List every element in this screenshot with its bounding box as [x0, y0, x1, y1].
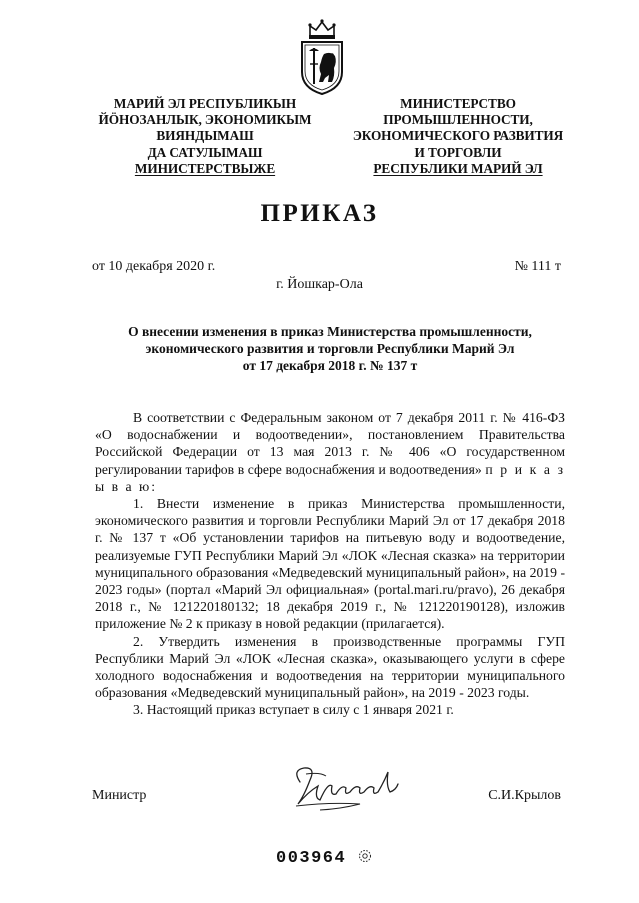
ministry-name-russian [333, 96, 583, 177]
header-right-line: РЕСПУБЛИКИ МАРИЙ ЭЛ [373, 160, 543, 176]
order-subject [95, 323, 565, 374]
header-right-line: ЭКОНОМИЧЕСКОГО РАЗВИТИЯ [352, 128, 564, 144]
preamble-text: В соответствии с Федеральным законом от 7 декабря 2011 г. № 416-ФЗ «О водоснабжении и водоотведении», постановлением Правительства Российской Федерации от 13 мая 2013 г. № 406 «О государственном регулировании тарифов в сфере водоснабжения и водоотведения» [95, 410, 565, 477]
header-right-line: ПРОМЫШЛЕННОСТИ, [383, 112, 533, 128]
document-title: ПРИКАЗ [260, 200, 379, 227]
header-right-line: МИНИСТЕРСТВО [400, 96, 516, 111]
subject-line: О внесении изменения в приказ Министерства промышленности, [128, 324, 532, 339]
header-left-line: ДА САТУЛЫМАШ [147, 144, 263, 160]
order-item-2: 2. Утвердить изменения в производственные программы ГУП Республики Марий Эл «ЛОК «Лесная сказка», оказывающего услуги в сфере холодного водоснабжения и водоотведения на территории муниципального образования «Медведевский муниципальный район», на 2019 - 2023 годы. [95, 633, 565, 701]
header-left-line: МАРИЙ ЭЛ РЕСПУБЛИКЫН [113, 96, 297, 111]
command-word: п р и к а з ы в а ю: [95, 461, 566, 494]
coat-of-arms-icon [297, 18, 347, 96]
handwritten-signature [290, 762, 410, 814]
order-number: № 111 т [514, 259, 561, 274]
order-item-1: 1. Внести изменение в приказ Министерства промышленности, экономического развития и торговли Республики Марий Эл от 17 декабря 2018 г. № 137 т «Об установлении тарифов на питьевую воду и водоотведение, реализуемые ГУП Республики Марий Эл «ЛОК «Лесная сказка» на территории муниципального образования «Медведевский муниципальный район», на 2019 - 2023 годы» (портал «Марий Эл официальная» (portal.mari.ru/pravo), 26 декабря 2018 г., № 121220180132; 18 декабря 2019 г., № 121220190128), изложив приложение № 2 к приказу в новой редакции (прилагается). [95, 496, 565, 632]
order-item-3: 3. Настоящий приказ вступает в силу с 1 января 2021 г. [133, 702, 454, 718]
ministry-name-mari [80, 96, 330, 177]
header-left-line: ВИЯНДЫМАШ [156, 128, 254, 144]
snowflake-mark-icon [357, 848, 373, 864]
preamble-paragraph [95, 409, 565, 495]
subject-line: экономического развития и торговли Республики Марий Эл [145, 341, 515, 356]
header-right-line: И ТОРГОВЛИ [414, 144, 502, 160]
order-body [95, 409, 565, 719]
serial-number: 003964 [276, 849, 347, 868]
order-date: от 10 декабря 2020 г. [92, 259, 216, 274]
signer-name: С.И.Крылов [488, 788, 561, 803]
order-city: г. Йошкар-Ола [276, 277, 363, 292]
subject-line: от 17 декабря 2018 г. № 137 т [242, 358, 418, 373]
header-left-line: ЙӦНОЗАНЛЫК, ЭКОНОМИКЫМ [98, 112, 312, 128]
header-left-line: МИНИСТЕРСТВЫЖЕ [134, 160, 276, 176]
signer-position: Министр [92, 788, 147, 803]
